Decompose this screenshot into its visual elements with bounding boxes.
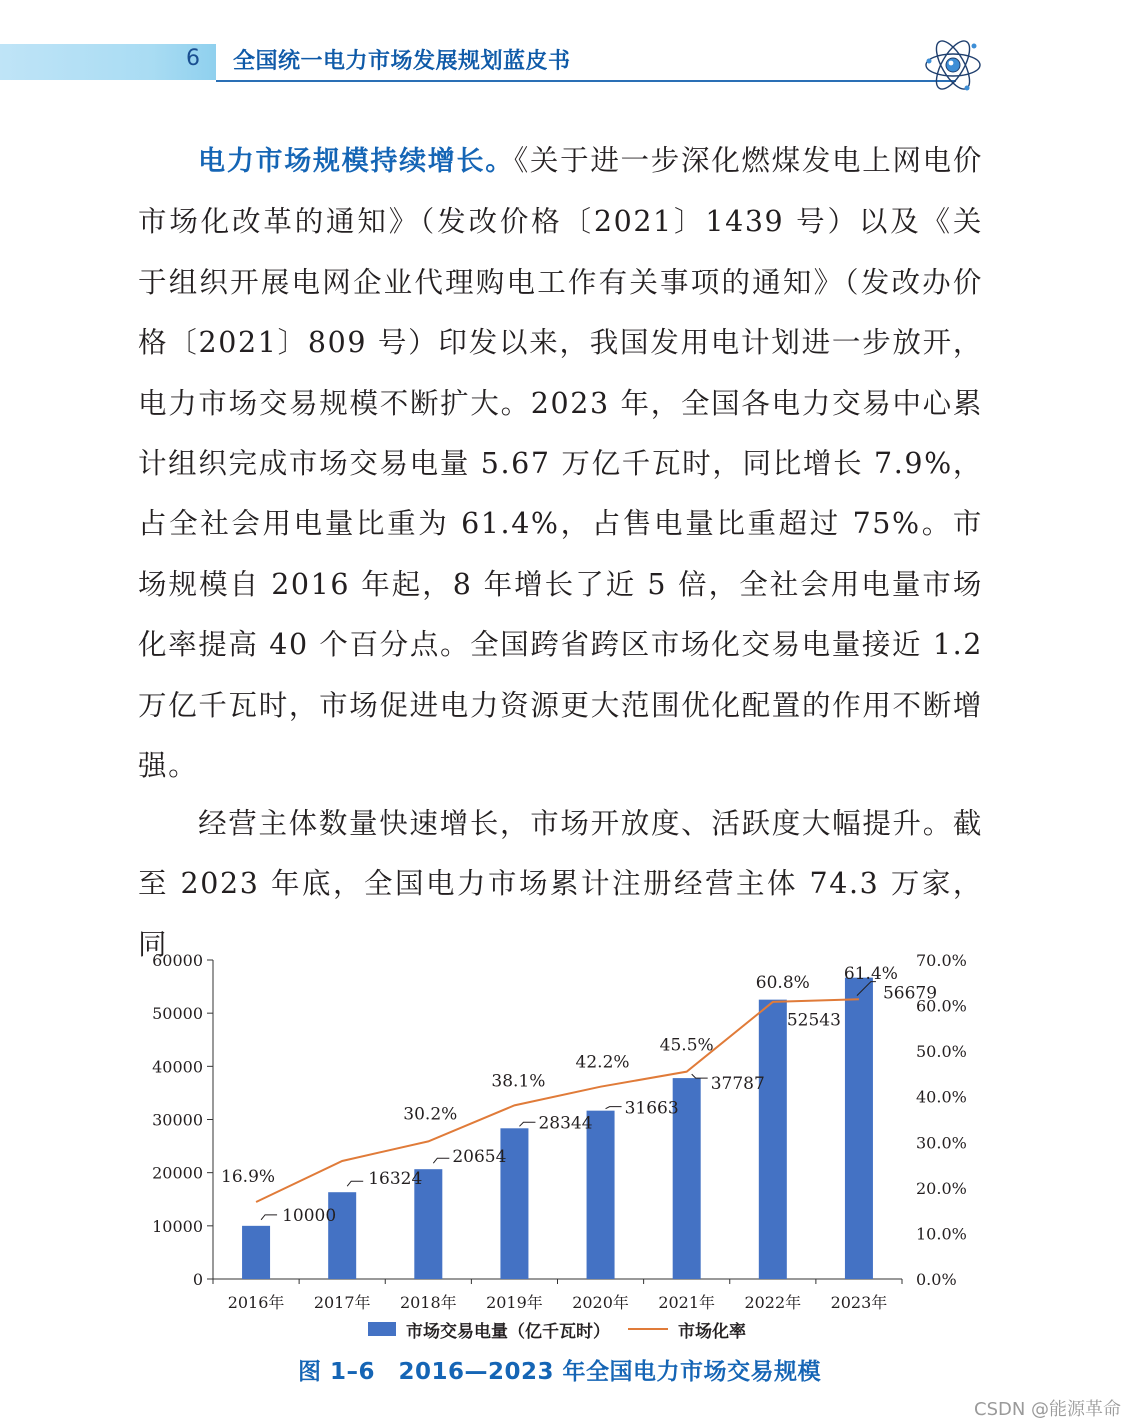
x-tick-label: 2019年 bbox=[486, 1293, 543, 1312]
legend-line-label: 市场化率 bbox=[678, 1321, 746, 1342]
x-tick-label: 2020年 bbox=[572, 1293, 629, 1312]
bar-value-label: 28344 bbox=[538, 1113, 593, 1134]
bar bbox=[759, 1000, 787, 1279]
watermark: CSDN @能源革命 bbox=[974, 1399, 1122, 1420]
bar-value-label: 31663 bbox=[624, 1098, 679, 1119]
bar-value-label: 10000 bbox=[282, 1205, 337, 1226]
bar-label-leader bbox=[261, 1215, 277, 1220]
y-right-tick-label: 40.0% bbox=[916, 1087, 967, 1107]
y-left-tick-label: 20000 bbox=[152, 1163, 203, 1183]
legend-bar-label: 市场交易电量（亿千瓦时） bbox=[406, 1321, 610, 1342]
bar bbox=[845, 978, 873, 1279]
bar-label-leader bbox=[519, 1122, 535, 1126]
y-right-tick-label: 0.0% bbox=[916, 1270, 957, 1289]
y-right-tick-label: 30.0% bbox=[916, 1133, 967, 1153]
y-left-tick-label: 30000 bbox=[152, 1110, 203, 1130]
chart-legend bbox=[368, 1316, 746, 1342]
x-tick-label: 2016年 bbox=[227, 1293, 285, 1312]
paragraph-text: 经营主体数量快速增长，市场开放度、活跃度大幅提升。截至 2023 年底，全国电力市场累计注册经营主体 74.3 万家，同 bbox=[138, 807, 983, 961]
page-number: 6 bbox=[186, 46, 200, 71]
bar bbox=[587, 1111, 615, 1279]
bar-value-label: 56679 bbox=[882, 983, 938, 1004]
y-left-tick-label: 60000 bbox=[152, 951, 203, 970]
y-right-tick-label: 60.0% bbox=[916, 996, 967, 1016]
bar-label-leader bbox=[433, 1158, 449, 1163]
rate-value-label: 30.2% bbox=[403, 1104, 458, 1125]
bar-label-leader bbox=[347, 1181, 363, 1186]
rate-value-label: 42.2% bbox=[575, 1052, 630, 1073]
atom-icon bbox=[922, 34, 984, 96]
bar bbox=[242, 1226, 270, 1279]
bar-value-label: 52543 bbox=[786, 1010, 841, 1031]
y-left-tick-label: 0 bbox=[192, 1270, 203, 1289]
y-left-tick-label: 10000 bbox=[152, 1216, 203, 1236]
paragraph-text: 《关于进一步深化燃煤发电上网电价市场化改革的通知》（发改价格〔2021〕1439 号）以及《关于组织开展电网企业代理购电工作有关事项的通知》（发改办价格〔2021〕809 号）印发以来，我国发用电计划进一步放开，电力市场交易规模不断扩大。2023 年，全国各电力交易中心累计组织完成市场交易电量 5.67 万亿千瓦时，同比增长 7.9%，占全社会用电量比重为 61.4%，占售电量比重超过 75%。市场规模自 2016 年起，8 年增长了近 5 倍，全社会用电量市场化率提高 40 个百分点。全国跨省跨区市场化交易电量接近 1.2 万亿千瓦时，市场促进电力资源更大范围优化配置的作用不断增强。 bbox=[138, 144, 983, 783]
bar-value-label: 16324 bbox=[368, 1169, 423, 1190]
rate-value-label: 45.5% bbox=[659, 1035, 714, 1056]
rate-value-label: 38.1% bbox=[491, 1071, 546, 1092]
paragraph-market-scale bbox=[138, 131, 983, 796]
y-left-tick-label: 50000 bbox=[152, 1004, 203, 1024]
legend-bar-swatch bbox=[368, 1322, 396, 1336]
x-tick-label: 2022年 bbox=[744, 1293, 802, 1312]
x-tick-label: 2021年 bbox=[658, 1293, 716, 1312]
x-tick-label: 2017年 bbox=[313, 1293, 371, 1312]
rate-value-label: 61.4% bbox=[843, 964, 898, 985]
bar-label-leader bbox=[606, 1107, 622, 1109]
header-rule bbox=[216, 80, 956, 82]
rate-value-label: 60.8% bbox=[755, 972, 810, 993]
y-right-tick-label: 10.0% bbox=[916, 1224, 967, 1244]
market-trading-chart bbox=[140, 945, 1000, 1345]
figure-caption: 图 1–6 2016—2023 年全国电力市场交易规模 bbox=[298, 1359, 822, 1385]
y-right-tick-label: 70.0% bbox=[916, 951, 967, 970]
y-left-tick-label: 40000 bbox=[152, 1057, 203, 1077]
legend-line-swatch bbox=[628, 1328, 668, 1330]
bar-value-label: 37787 bbox=[710, 1074, 765, 1095]
book-title: 全国统一电力市场发展规划蓝皮书 bbox=[233, 49, 571, 74]
rate-value-label: 16.9% bbox=[221, 1166, 276, 1187]
x-tick-label: 2023年 bbox=[830, 1293, 888, 1312]
bar-value-label: 20654 bbox=[452, 1147, 507, 1168]
header-band bbox=[0, 44, 216, 80]
paragraph-lead-heading: 电力市场规模持续增长。 bbox=[198, 146, 514, 177]
y-right-tick-label: 50.0% bbox=[916, 1042, 967, 1062]
y-right-tick-label: 20.0% bbox=[916, 1178, 967, 1198]
x-tick-label: 2018年 bbox=[399, 1293, 457, 1312]
bar-label-leader bbox=[692, 1074, 708, 1078]
